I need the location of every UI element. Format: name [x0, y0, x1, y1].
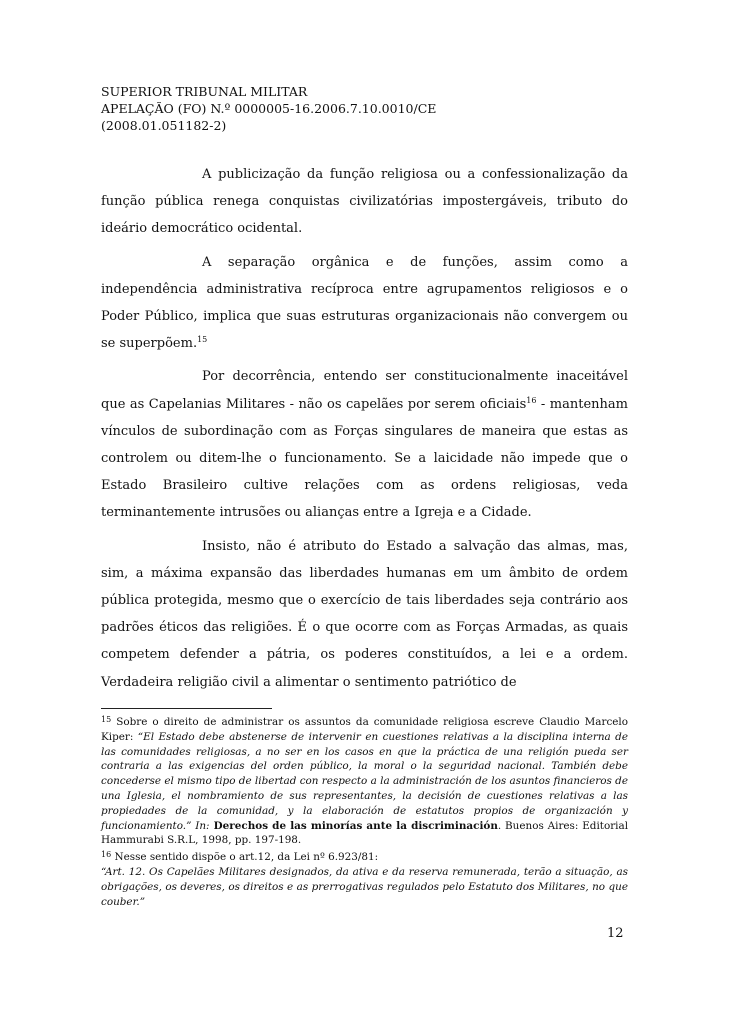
document-header — [101, 83, 436, 134]
footnote-quote: “Art. 12. Os Capelães Militares designados, da ativa e da reserva remunerada, terão a situação, as obrigações, os deveres, os direitos e as prerrogativas regulados pelo Estatuto dos Militares, no que couber.” — [101, 865, 628, 908]
footnotes — [101, 713, 628, 909]
footnote-ref: 16 — [526, 395, 537, 405]
footnote: $^{15}$ Sobre o direito de administrar os assuntos da comunidade religiosa escreve Claudio Marcelo Kiper: “El Estado debe abstenerse de intervenir en cuestiones relativas a la disciplina interna de las comunidades religiosas, a no ser en los casos en que la práctica de una religión pueda ser contraria a las exigencias del orden público, la moral o la seguridad nacional. También debe concederse el mismo tipo de libertad con respecto a la administración de los asuntos financieros de una Iglesia, el nombramiento de sus representantes, la decisión de cuestiones relativas a las propiedades de la comunidad, y la elaboración de estatutos propios de organización y funcionamiento.” In: Derechos de las minorías ante la discriminación. Buenos Aires: Editorial Hammurabi S.R.L, 1998, pp. 197-198. — [101, 715, 629, 847]
footnote-separator — [101, 708, 272, 709]
body-text — [101, 161, 628, 696]
case-reference: (2008.01.051182-2) — [101, 118, 227, 133]
page-number: 12 — [607, 926, 624, 941]
footnote-ref: 15 — [197, 335, 208, 345]
paragraph: Por decorrência, entendo ser constitucionalmente inaceitável que as Capelanias Militares - não os capelães por serem oficiais$^{16}$ - mantenham vínculos de subordinação com as Forças singulares de maneira que estas as controlem ou ditem-lhe o funcionamento. Se a laicidade não impede que o Estado Brasileiro cultive relações com as ordens religiosas, veda terminantemente intrusões ou alianças entre a Igreja e a Cidade. — [101, 369, 628, 521]
paragraph: Insisto, não é atributo do Estado a salvação das almas, mas, sim, a máxima expansão das liberdades humanas em um âmbito de ordem pública protegida, mesmo que o exercício de tais liberdades seja contrário aos padrões éticos das religiões. É o que ocorre com as Forças Armadas, as quais competem defender a pátria, os poderes constituídos, a lei e a ordem. Verdadeira religião civil a alimentar o sentimento patriótico de — [101, 538, 628, 690]
paragraph: A publicização da função religiosa ou a confessionalização da função pública renega conquistas civilizatórias impostergáveis, tributo do ideário democrático ocidental. — [101, 167, 628, 237]
paragraph: A separação orgânica e de funções, assim como a independência administrativa recíproca entre agrupamentos religiosos e o Poder Público, implica que suas estruturas organizacionais não convergem ou se superpõem.$^{15}$ — [101, 254, 628, 352]
footnote: $^{16}$ Nesse sentido dispõe o art.12, da Lei nº 6.923/81: — [101, 850, 379, 864]
court-name: SUPERIOR TRIBUNAL MILITAR — [101, 84, 308, 99]
case-number: APELAÇÃO (FO) N.º 0000005-16.2006.7.10.0010/CE — [101, 101, 437, 116]
